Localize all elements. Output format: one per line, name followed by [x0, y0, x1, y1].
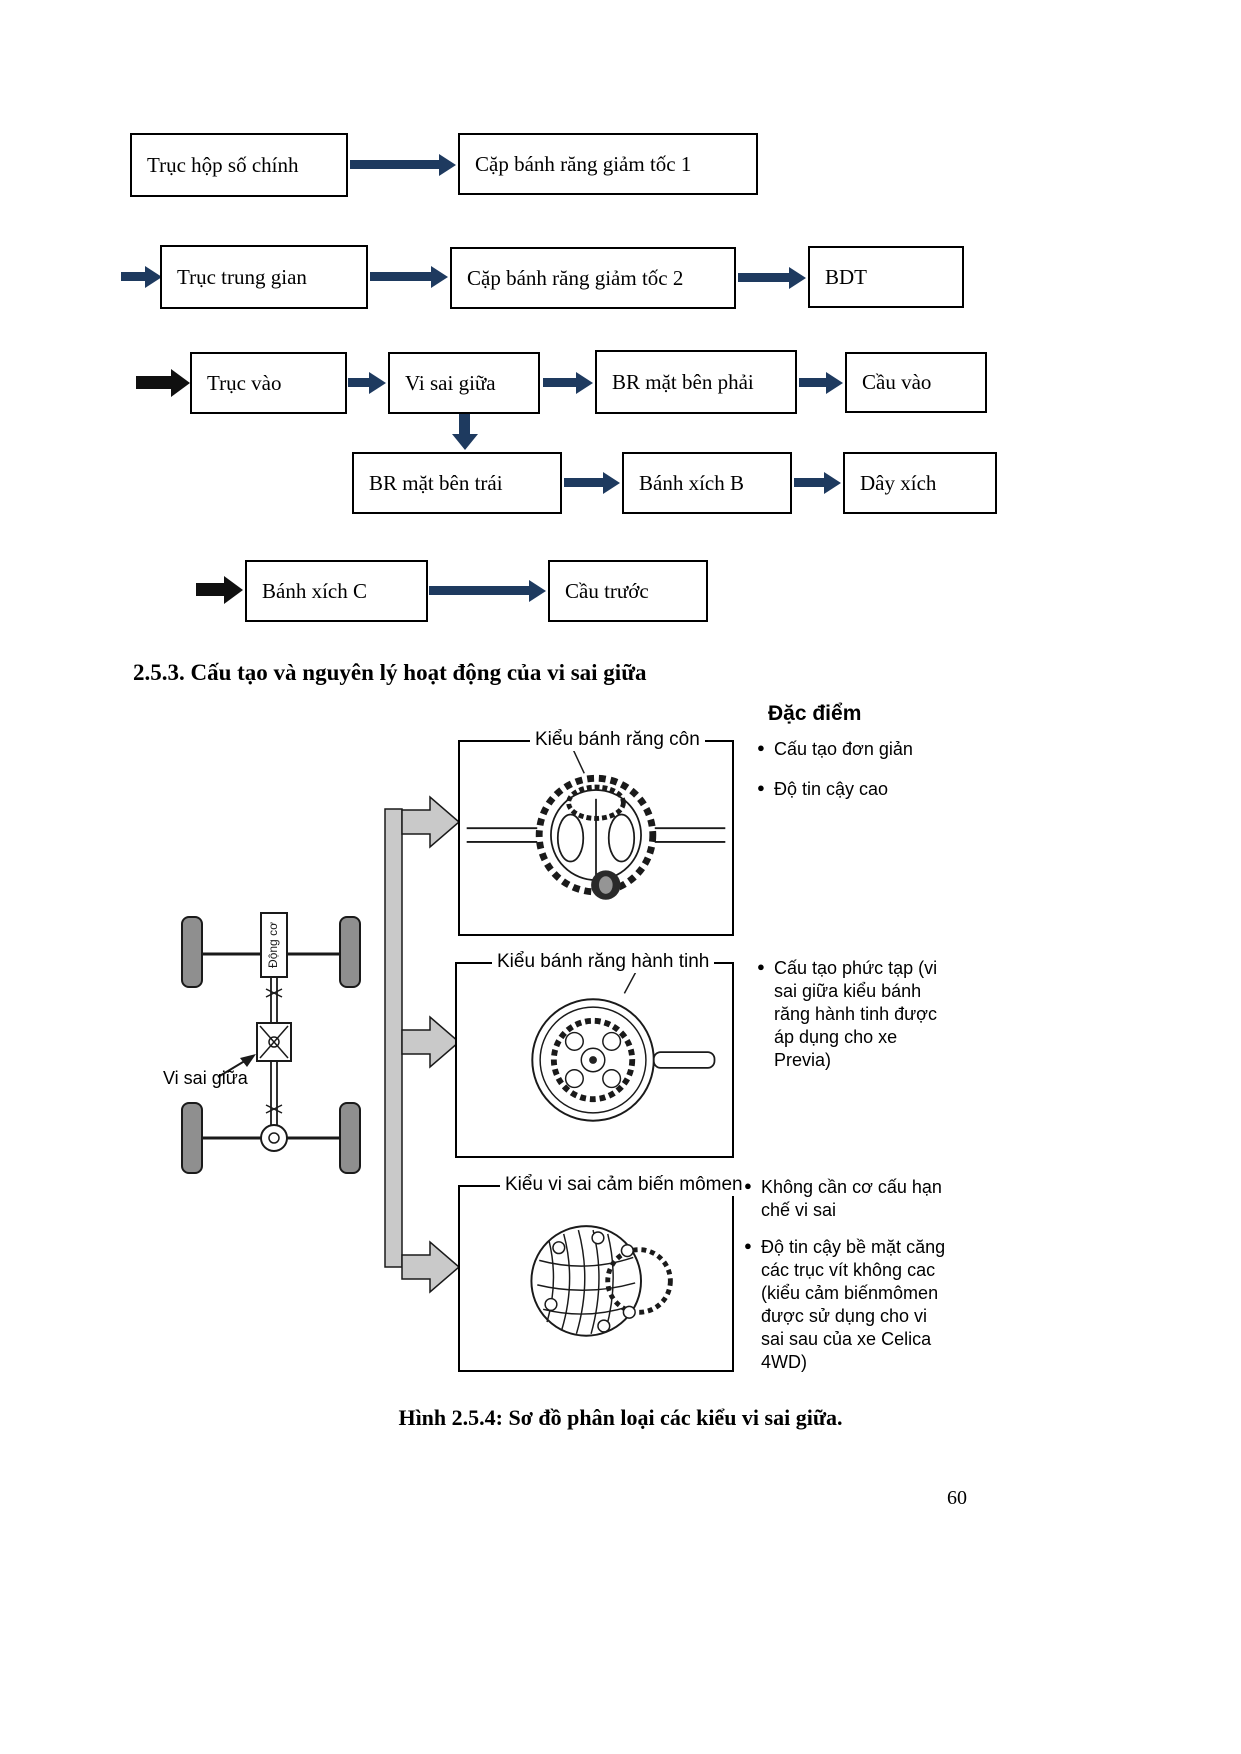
feature-item: ● Không cần cơ cấu hạn chế vi sai [744, 1176, 949, 1222]
flow-arrow-right [564, 478, 603, 487]
drivetrain-schematic [160, 905, 390, 1195]
wheel-rear-right [340, 1103, 360, 1173]
block-arrow [402, 1017, 459, 1067]
flow-arrow-right [370, 272, 431, 281]
wheel-front-right [340, 917, 360, 987]
chassis-pointer-label: Vi sai giữa [163, 1068, 248, 1088]
engine-label: Động cơ [266, 922, 281, 968]
pointer-arrowhead [240, 1054, 256, 1067]
flow-arrow-right [543, 378, 576, 387]
flow-arrow-thick [196, 583, 224, 596]
feature-item: ● Độ tin cậy cao [757, 778, 957, 801]
flow-arrow-right [350, 160, 439, 169]
flow-box-truc-vao: Trục vào [190, 352, 347, 414]
panel-label: Kiểu vi sai cảm biến mômen [500, 1174, 748, 1196]
flow-arrow-right [121, 272, 145, 281]
flow-box-cau-vao: Cầu vào [845, 352, 987, 413]
wheel-front-left [182, 917, 202, 987]
flow-box-banh-xich-c: Bánh xích C [245, 560, 428, 622]
panel-label: Kiểu bánh răng côn [530, 729, 705, 751]
flow-box-vi-sai-giua: Vi sai giữa [388, 352, 540, 414]
figure-caption: Hình 2.5.4: Sơ đồ phân loại các kiểu vi sai giữa. [398, 1405, 843, 1430]
flow-box-banh-xich-b: Bánh xích B [622, 452, 792, 514]
flow-box-br-mat-ben-trai: BR mặt bên trái [352, 452, 562, 514]
flow-arrow-right [799, 378, 826, 387]
feature-item: ● Cấu tạo đơn giản [757, 738, 957, 761]
branch-arrows [383, 795, 463, 1295]
section-heading: 2.5.3. Cấu tạo và nguyên lý hoạt động của vi sai giữa [133, 660, 647, 685]
page-number: 60 [947, 1487, 967, 1509]
panel-bevel-gear [458, 729, 734, 936]
flow-arrow-right [429, 586, 529, 595]
planetary-gear-drawing [457, 964, 732, 1156]
flow-box-cap-giam-toc-1: Cặp bánh răng giảm tốc 1 [458, 133, 758, 195]
flow-box-truc-hop-so-chinh: Trục hộp số chính [130, 133, 348, 197]
wheel-rear-left [182, 1103, 202, 1173]
flow-box-bdt: BDT [808, 246, 964, 308]
rear-differential-symbol [261, 1125, 287, 1151]
flow-arrow-thick [136, 376, 171, 389]
block-arrow [402, 1242, 459, 1292]
flow-arrow-right [738, 273, 789, 282]
panel-planetary-gear [455, 951, 734, 1158]
panel-label: Kiểu bánh răng hành tinh [492, 951, 714, 973]
features-title: Đặc điểm [768, 702, 862, 725]
flow-arrow-right [794, 478, 824, 487]
flow-box-cap-giam-toc-2: Cặp bánh răng giảm tốc 2 [450, 247, 736, 309]
bevel-gear-drawing [460, 742, 732, 934]
block-arrow [402, 797, 459, 847]
feature-item: ● Độ tin cậy bề mặt căng các trục vít không cac (kiểu cảm biếnmômen được sử dụng cho vi sai sau của xe Celica 4WD) [744, 1236, 949, 1374]
panel-torque-sensing [458, 1174, 743, 1372]
flow-box-br-mat-ben-phai: BR mặt bên phải [595, 350, 797, 414]
flow-box-truc-trung-gian: Trục trung gian [160, 245, 368, 309]
flow-box-cau-truoc: Cầu trước [548, 560, 708, 622]
flow-arrow-down [459, 414, 470, 434]
feature-item: ● Cấu tạo phức tạp (vi sai giữa kiểu bánh răng hành tinh được áp dụng cho xe Previa) [757, 957, 939, 1072]
flow-box-day-xich: Dây xích [843, 452, 997, 514]
flow-arrow-right [348, 378, 369, 387]
torsen-drawing [460, 1187, 732, 1370]
